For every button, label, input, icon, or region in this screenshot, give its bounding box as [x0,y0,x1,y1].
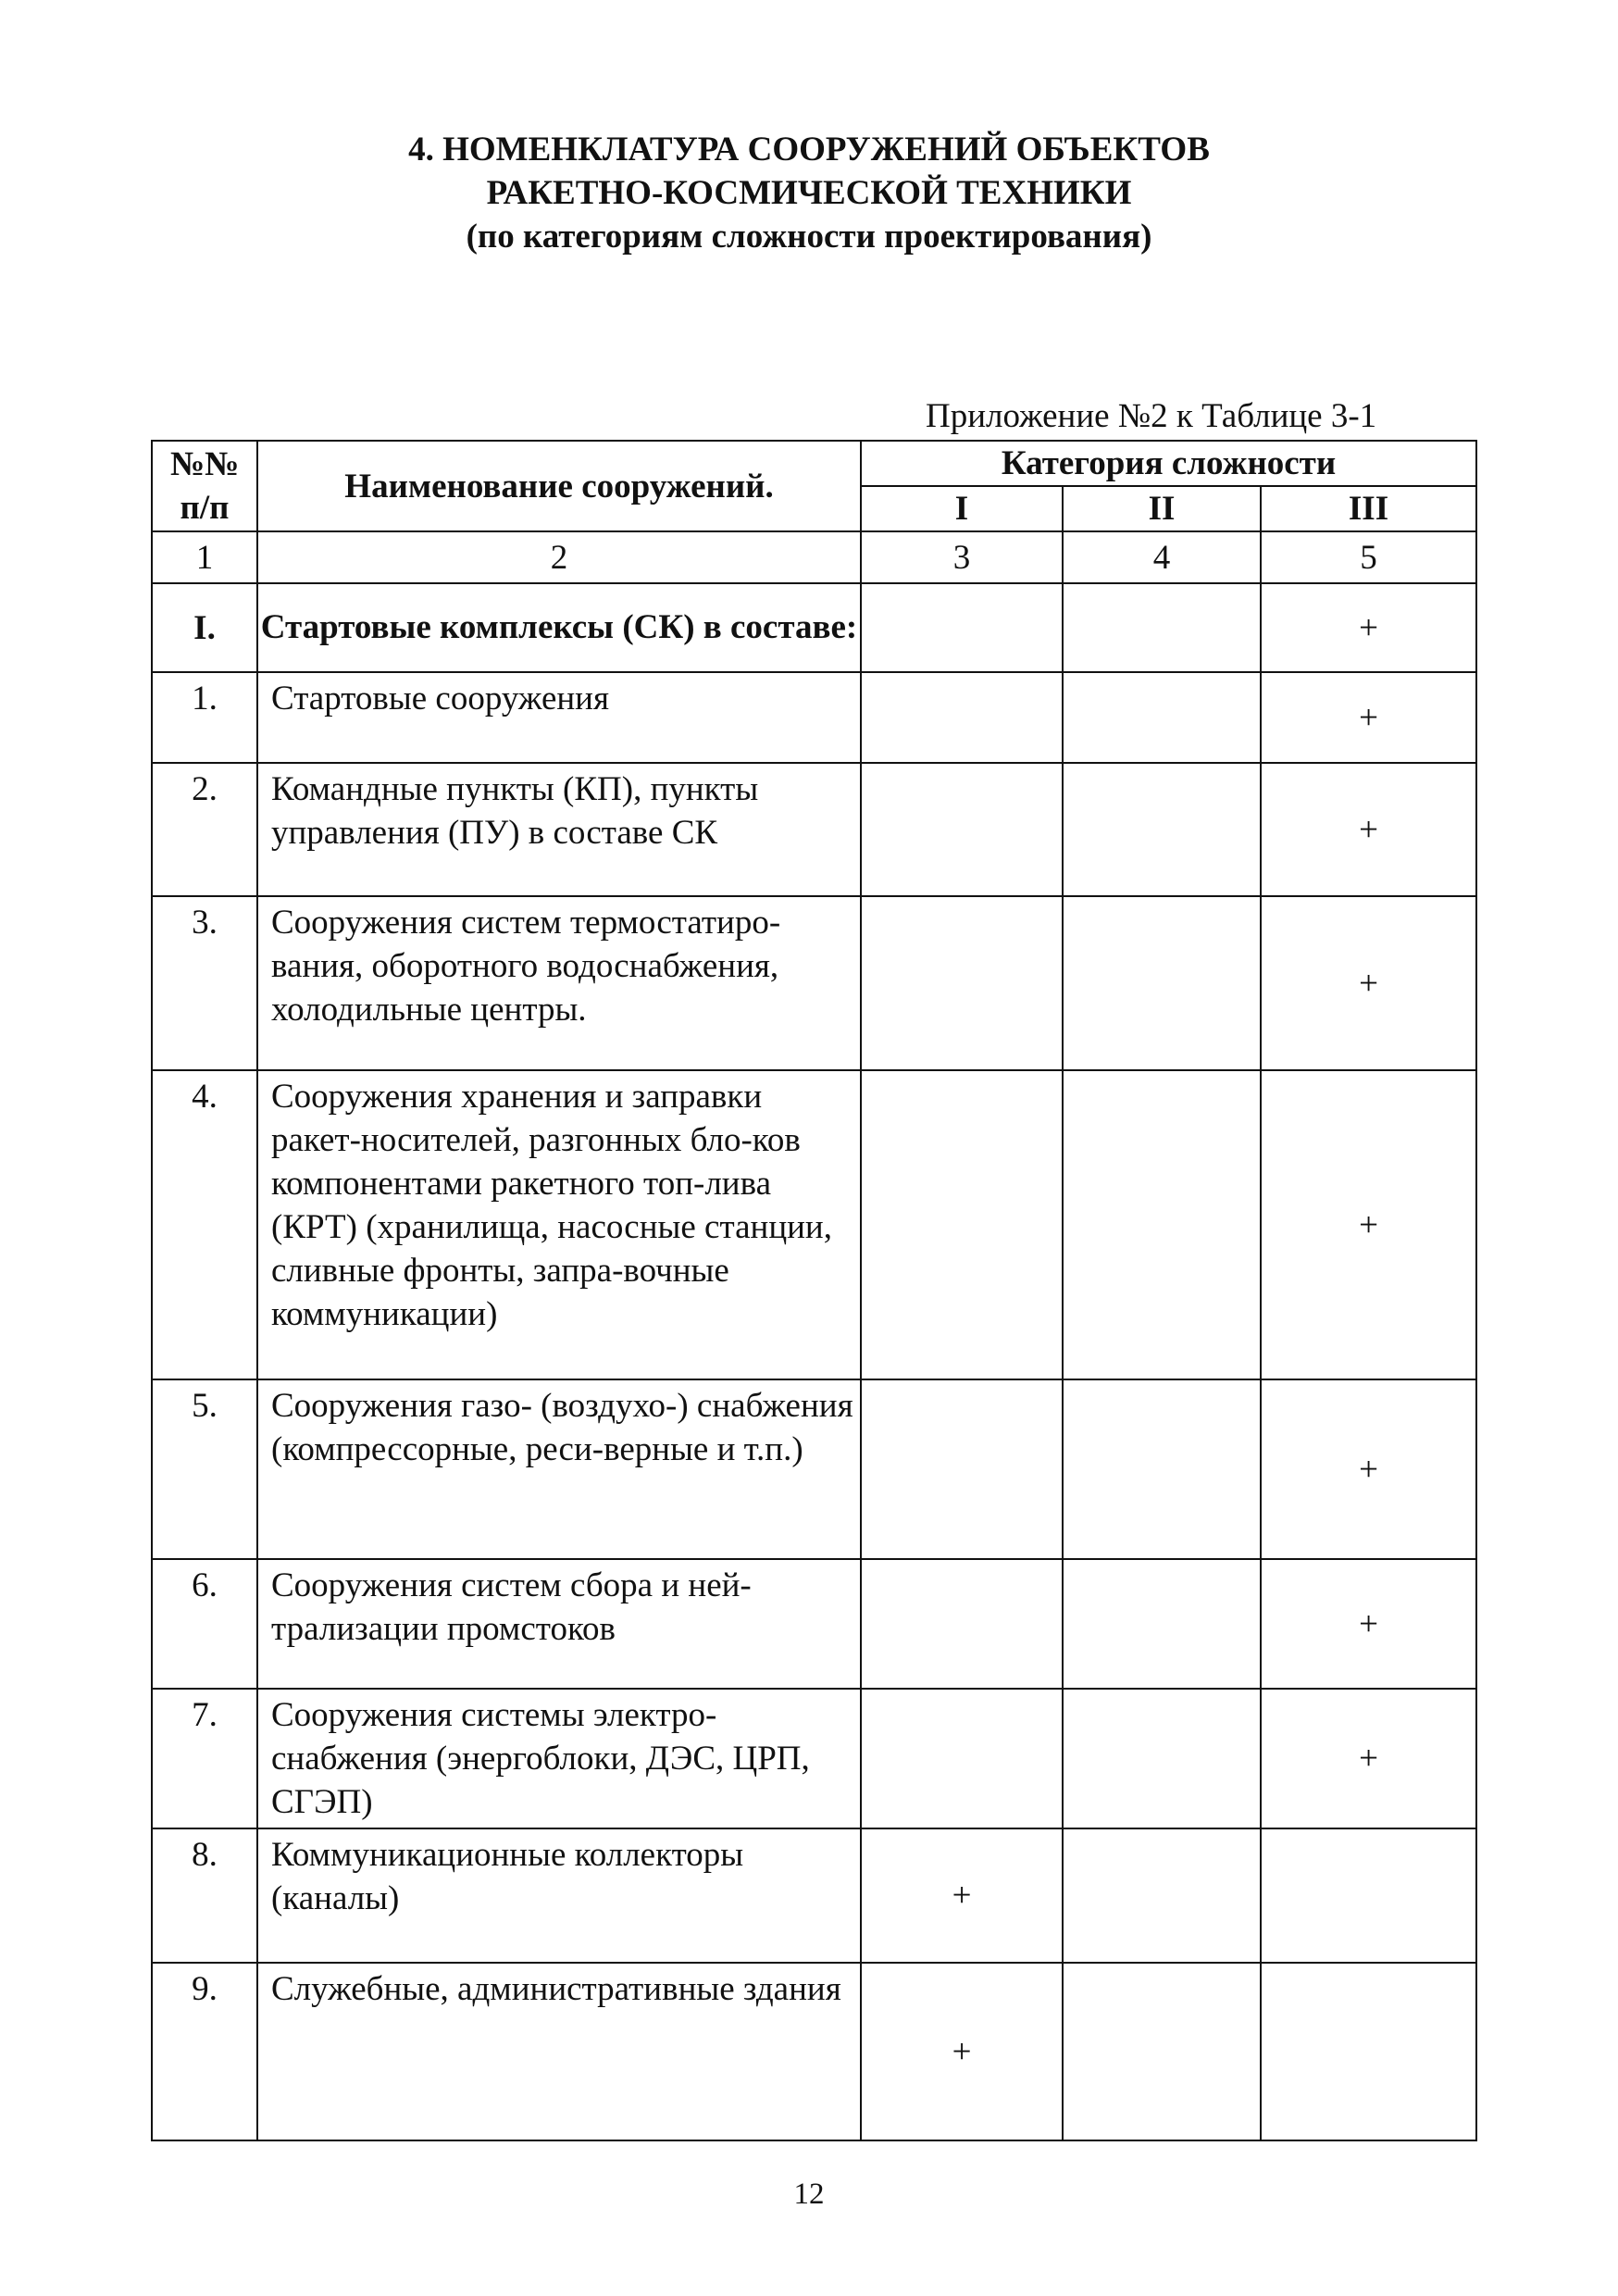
row-number: 1. [152,672,257,763]
row-category-2 [1063,1963,1261,2140]
row-category-3: + [1261,896,1476,1070]
row-category-3: + [1261,763,1476,896]
header-name-cell: Наименование сооружений. [257,441,861,531]
header-number-cell [152,441,257,531]
row-category-3: + [1261,1689,1476,1828]
section-name: Стартовые комплексы (СК) в составе: [257,583,861,672]
row-name: Сооружения газо- (воздухо-) снабжения (компрессорные, реси-верные и т.п.) [257,1379,861,1559]
section-row [152,583,1476,672]
table-row [152,1070,1476,1379]
column-index-4: 4 [1063,531,1261,583]
table-row [152,1828,1476,1963]
column-index-5: 5 [1261,531,1476,583]
table-row [152,1559,1476,1689]
table-row [152,1689,1476,1828]
row-category-1 [861,1070,1063,1379]
row-number: 6. [152,1559,257,1689]
row-category-2 [1063,1689,1261,1828]
header-row [152,441,1476,486]
row-number: 3. [152,896,257,1070]
row-number: 9. [152,1963,257,2140]
row-category-3: + [1261,1559,1476,1689]
header-category-2: II [1063,486,1261,531]
document-title [0,128,1618,258]
title-line-2: РАКЕТНО-КОСМИЧЕСКОЙ ТЕХНИКИ [486,174,1132,212]
header-category-cell: Категория сложности [861,441,1476,486]
section-number: I. [152,583,257,672]
column-index-2: 2 [257,531,861,583]
row-name: Стартовые сооружения [257,672,861,763]
row-category-3: + [1261,1379,1476,1559]
row-category-1 [861,1689,1063,1828]
header-category-1: I [861,486,1063,531]
title-line-3: (по категориям сложности проектирования) [466,218,1152,256]
row-name: Сооружения систем сбора и ней-трализации промстоков [257,1559,861,1689]
row-category-2 [1063,672,1261,763]
row-name: Сооружения систем термостатиро-вания, оборотного водоснабжения, холодильные центры. [257,896,861,1070]
section-category-2 [1063,583,1261,672]
page-number: 12 [793,2177,825,2211]
column-index-1: 1 [152,531,257,583]
row-name: Сооружения хранения и заправки ракет-носителей, разгонных бло-ков компонентами ракетного топ-лива (КРТ) (хранилища, насосные станции, сливные фронты, запра-вочные коммуникации) [257,1070,861,1379]
row-category-2 [1063,763,1261,896]
section-category-1 [861,583,1063,672]
row-category-2 [1063,1379,1261,1559]
row-category-1 [861,896,1063,1070]
title-line-1: 4. НОМЕНКЛАТУРА СООРУЖЕНИЙ ОБЪЕКТОВ [408,131,1210,168]
header-category-3: III [1261,486,1476,531]
table-row [152,672,1476,763]
row-category-1 [861,1559,1063,1689]
column-index-3: 3 [861,531,1063,583]
row-category-3 [1261,1963,1476,2140]
row-number: 7. [152,1689,257,1828]
row-number: 4. [152,1070,257,1379]
header-number-line1: №№ [169,445,240,483]
row-category-1: + [861,1963,1063,2140]
row-number: 2. [152,763,257,896]
row-category-2 [1063,896,1261,1070]
column-index-row [152,531,1476,583]
row-name: Служебные, административные здания [257,1963,861,2140]
row-category-1 [861,763,1063,896]
row-number: 5. [152,1379,257,1559]
row-category-1 [861,672,1063,763]
row-category-2 [1063,1828,1261,1963]
row-category-3: + [1261,672,1476,763]
table-row [152,896,1476,1070]
row-number: 8. [152,1828,257,1963]
appendix-label: Приложение №2 к Таблице 3-1 [926,397,1377,435]
section-category-3: + [1261,583,1476,672]
table-row [152,763,1476,896]
nomenclature-table [151,440,1477,2141]
row-category-1: + [861,1828,1063,1963]
row-name: Командные пункты (КП), пункты управления (ПУ) в составе СК [257,763,861,896]
row-category-1 [861,1379,1063,1559]
row-category-3: + [1261,1070,1476,1379]
row-category-3 [1261,1828,1476,1963]
row-category-2 [1063,1559,1261,1689]
row-name: Коммуникационные коллекторы (каналы) [257,1828,861,1963]
row-name: Сооружения системы электро-снабжения (энергоблоки, ДЭС, ЦРП, СГЭП) [257,1689,861,1828]
table-row [152,1963,1476,2140]
header-number-line2: п/п [180,489,230,527]
row-category-2 [1063,1070,1261,1379]
table-row [152,1379,1476,1559]
